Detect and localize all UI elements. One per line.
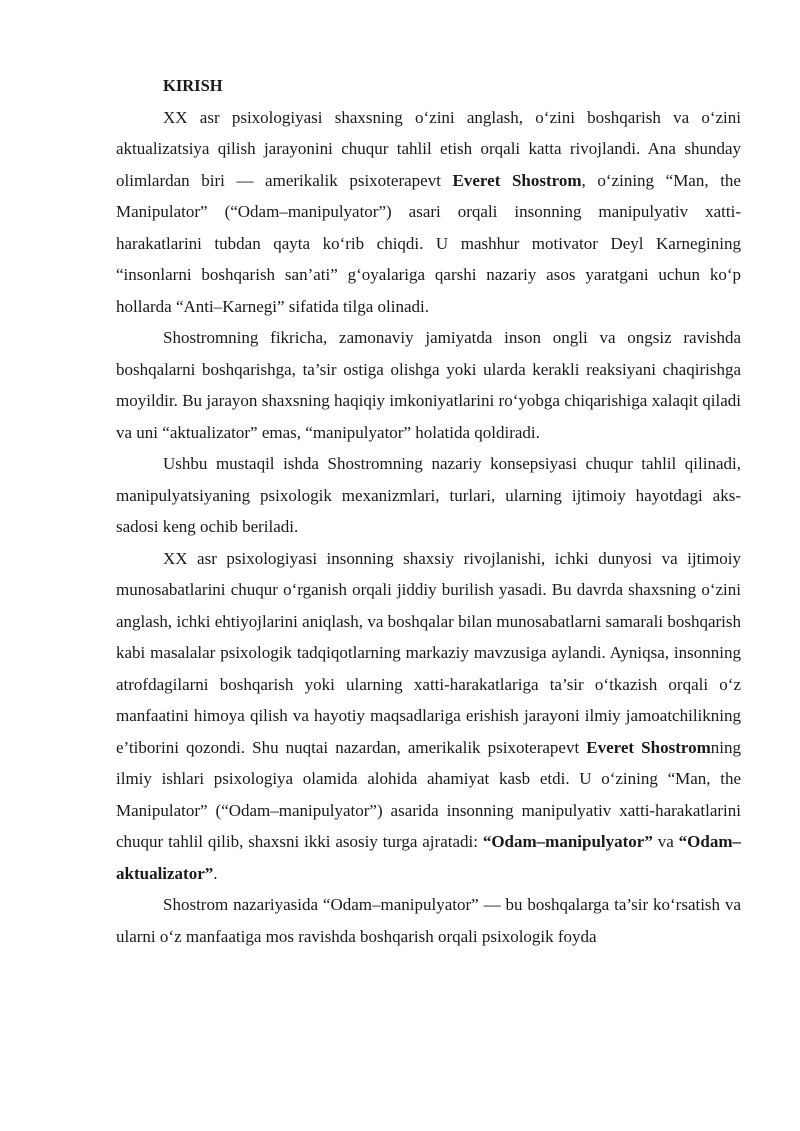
- paragraph-3: Ushbu mustaqil ishda Shostromning nazariy konsepsiyasi chuqur tahlil qilinadi, manipulyatsiyaning psixologik mexanizmlari, turlari, ularning ijtimoiy hayotdagi aks-sadosi keng ochib beriladi.: [116, 454, 741, 536]
- paragraph-1: [116, 102, 741, 323]
- author-name-bold: Everet Shostrom: [586, 737, 711, 757]
- author-name-bold: Everet Shostrom: [452, 170, 582, 190]
- term-manipulator-bold: “Odam–manipulyator”: [482, 832, 653, 851]
- paragraph-1-text-c: , o‘zining “Man, the Manipulator” (“Odam–manipulyator”) asari orqali insonning manipulyativ xatti-harakatlarini tubdan qayta ko‘rib chiqdi. U mashhur motivator Deyl Karnegining “insonlarni boshqarish san’ati” g‘oyalariga qarshi nazariy asos yaratgani uchun ko‘p hollarda “Anti–Karnegi” sifatida tilga olinadi.: [116, 170, 741, 316]
- paragraph-2: Shostromning fikricha, zamonaviy jamiyatda inson ongli va ongsiz ravishda boshqalarni boshqarishga, ta’sir ostiga olishga yoki ularda kerakli reaksiyani chaqirishga moyildir. Bu jarayon shaxsning haqiqiy imkoniyatlarini ro‘yobga chiqarishiga xalaqit qiladi va uni “aktualizator” emas, “manipulyator” holatida qoldiradi.: [116, 328, 741, 442]
- paragraph-4-text-c: ning ilmiy ishlari psixologiya olamida alohida ahamiyat kasb etdi. U o‘zining “Man, the Manipulator” (“Odam–manipulyator”) asarida insonning manipulyativ xatti-harakatlarini chuqur tahlil qilib, shaxsni ikki asosiy turga ajratadi:: [116, 737, 741, 851]
- paragraph-1-text-a: XX asr psixologiyasi shaxsning o‘zini anglash, o‘zini boshqarish va o‘zini aktualizatsiya qilish jarayonini chuqur tahlil etish orqali katta rivojlandi. Ana shunday olimlardan biri — amerikalik psixoterapevt: [116, 107, 741, 190]
- paragraph-4-text-e: va: [652, 832, 679, 851]
- paragraph-4: [116, 543, 741, 890]
- document-body: [116, 70, 741, 952]
- paragraph-4-text-g: .: [213, 863, 218, 883]
- paragraph-5: Shostrom nazariyasida “Odam–manipulyator” — bu boshqalarga ta’sir ko‘rsatish va ularni o‘z manfaatiga mos ravishda boshqarish orqali psixologik foyda: [116, 895, 741, 946]
- section-heading: KIRISH: [163, 76, 223, 95]
- paragraph-4-text-a: XX asr psixologiyasi insonning shaxsiy rivojlanishi, ichki dunyosi va ijtimoiy munosabatlarini chuqur o‘rganish orqali jiddiy burilish yasadi. Bu davrda shaxsning o‘zini anglash, ichki ehtiyojlarini aniqlash, va boshqalar bilan munosabatlarni samarali boshqarish kabi masalalar psixologik tadqiqotlarning markaziy mavzusiga aylandi. Ayniqsa, insonning atrofdagilarni boshqarish yoki ularning xatti-harakatlariga ta’sir o‘tkazish orqali o‘z manfaatini himoya qilish va hayotiy maqsadlariga erishish jarayoni ilmiy jamoatchilikning e’tiborini qozondi. Shu nuqtai nazardan, amerikalik psixoterapevt: [116, 548, 741, 757]
- term-actualizer-bold: “Odam–aktualizator”: [116, 832, 741, 883]
